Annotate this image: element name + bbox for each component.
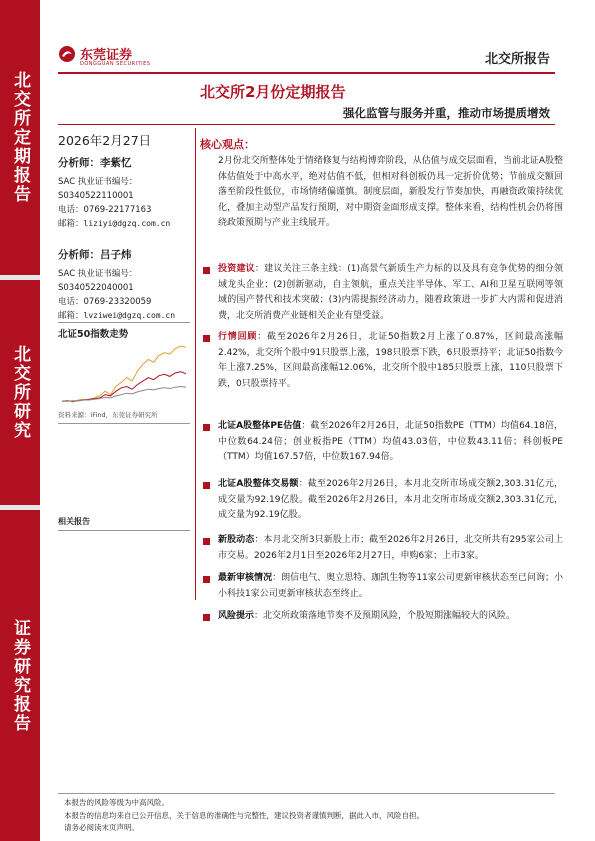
paragraph-text: ：朗信电气、奥立思特、珈凯生物等11家公司更新审核状态至已问询；小小科技1家公司更新审核状态至终止。 <box>218 573 563 599</box>
disclaimer-line: 本报告的信息均来自已公开信息，关于信息的准确性与完整性，建议投资者谨慎判断，据此入市，风险自担。 <box>64 810 424 820</box>
new-stock-paragraph <box>218 533 563 564</box>
email-label: 邮箱： <box>58 311 84 321</box>
header-divider <box>58 72 555 74</box>
chart-series-line-1 <box>62 372 186 402</box>
bullet-icon <box>203 576 210 583</box>
subtitle-divider <box>58 124 555 125</box>
paragraph-text: ：北交所政策落地节奏不及预期风险，个股短期涨幅较大的风险。 <box>254 611 516 621</box>
report-title: 北交所2月份定期报告 <box>200 83 346 101</box>
cert-label: SAC 执业证书编号： <box>58 177 138 187</box>
related-reports-label: 相关报告 <box>58 517 90 526</box>
core-view-heading: 核心观点： <box>200 138 255 151</box>
index-trend-chart <box>58 342 190 406</box>
paragraph-label: 投资建议 <box>218 264 255 274</box>
paragraph-label: 风险提示 <box>218 611 255 621</box>
disclaimer-line: 请务必阅读末页声明。 <box>64 823 139 832</box>
report-date: 2026年2月27日 <box>58 133 152 148</box>
paragraph-label: 最新审核情况 <box>218 573 273 583</box>
analyst-card <box>58 247 190 323</box>
chart-top-divider <box>58 322 190 323</box>
paragraph-text: ：截至2026年2月26日，本月北交所市场成交额2,303.31亿元，成交量为92.19亿股。截至2026年2月26日，本月北交所市场成交额2,303.31亿元，成交量为92.19亿股。 <box>218 479 563 520</box>
analyst-email-row <box>58 217 190 231</box>
pe-valuation-paragraph <box>218 419 563 466</box>
footer-divider <box>58 793 555 794</box>
analyst-name: 分析师：吕子炜 <box>58 249 132 261</box>
paragraph-text: ：建议关注三条主线：(1)高景气新质生产力标的以及具有竞争优势的细分领域龙头企业；(2)创新驱动，自主领航，重点关注半导体、军工、AI和卫星互联网等领域的国产替代和技术突破；(3)内需提振经济动力，随着政策进一步扩大内需和促进消费，北交所消费产业链相关企业有望受益。 <box>218 264 563 321</box>
chart-series-line-2 <box>62 387 186 402</box>
disclaimer-line: 本报告的风险等级为中高风险。 <box>64 798 169 807</box>
sidebar-label: 北交所定期报告 <box>10 71 30 204</box>
sidebar-section-periodic <box>0 0 40 275</box>
cert-label: SAC 执业证书编号： <box>58 269 138 279</box>
sidebar-label: 北交所研究 <box>10 345 30 440</box>
analyst-card <box>58 155 190 231</box>
chart-bottom-divider <box>58 423 190 424</box>
logo-icon <box>58 45 76 63</box>
investment-advice-paragraph <box>218 262 563 324</box>
paragraph-text: ：截至2026年2月26日，北证50指数PE（TTM）均值64.18倍，中位数64.24倍；创业板指PE（TTM）均值43.03倍，中位数43.11倍；科创板PE（TTM）均值167.57倍，中位数167.94倍。 <box>218 421 563 462</box>
chart-source: 资料来源：iFind，东莞证券研究所 <box>58 411 158 419</box>
paragraph-text: 2月份北交所整体处于情绪修复与结构博弈阶段，从估值与成交层面看，当前北证A股整体估值处于中高水平，绝对估值不低，但相对科创板仍具一定折价优势；节前成交额回落至阶段性低位，市场情绪偏谨慎。制度层面，新股发行节奏加快，再融资政策持续优化，叠加主动型产品发行预期，对中期资金面形成支撑。整体来看，结构性机会仍将围绕政策预期与产业主线展开。 <box>218 156 563 228</box>
logo-en-text: DONGGUAN SECURITIES <box>80 61 151 67</box>
review-status-paragraph <box>218 571 563 602</box>
bullet-icon <box>203 424 210 431</box>
logo-text: 东莞证券 <box>80 48 133 63</box>
email-label: 邮箱： <box>58 219 84 229</box>
sidebar-label: 证券研究报告 <box>10 618 30 733</box>
company-logo <box>58 44 151 67</box>
chart-title: 北证50指数走势 <box>58 329 129 340</box>
sidebar-section-report <box>0 510 40 841</box>
bullet-icon <box>203 482 210 489</box>
report-type: 北交所报告 <box>484 52 550 67</box>
risk-warning-paragraph <box>218 609 563 625</box>
paragraph-label: 北证A股整体交易额 <box>218 479 299 489</box>
related-divider <box>58 530 190 531</box>
analyst-phone: 电话：0769-23320059 <box>58 297 152 307</box>
bullet-icon <box>203 267 210 274</box>
cert-number: S0340522110001 <box>58 191 134 201</box>
bullet-icon <box>203 538 210 545</box>
analyst-email[interactable]: liziyi@dgzq.com.cn <box>83 219 171 228</box>
paragraph-label: 北证A股整体PE估值 <box>218 421 302 431</box>
paragraph-label: 行情回顾 <box>218 332 258 342</box>
analyst-phone: 电话：0769-22177163 <box>58 205 152 215</box>
content-vertical-rule <box>195 128 196 600</box>
analyst-name: 分析师：李紫忆 <box>58 157 132 169</box>
paragraph-text: ：本月北交所3只新股上市；截至2026年2月26日，北交所共有295家公司上市交易。2026年2月1日至2026年2月27日，申购6家；上市3家。 <box>218 535 563 561</box>
analyst-email[interactable]: lvziwei@dgzq.com.cn <box>83 311 176 320</box>
sidebar-section-research <box>0 280 40 505</box>
market-review-paragraph <box>218 330 563 392</box>
report-subtitle: 强化监管与服务并重，推动市场提质增效 <box>343 106 550 120</box>
paragraph-label: 新股动态 <box>218 535 255 545</box>
trading-volume-paragraph <box>218 477 563 524</box>
analyst-email-row <box>58 309 190 323</box>
disclaimer <box>64 797 424 835</box>
bullet-icon <box>203 335 210 342</box>
cert-number: S0340522040001 <box>58 283 134 293</box>
paragraph-text: ：截至2026年2月26日，北证50指数2月上涨了0.87%，区间最高涨幅2.42%，北交所个股中91只股票上涨，198只股票下跌，6只股票持平；北证50指数今年上涨7.25%，区间最高涨幅12.06%，北交所个股中185只股票上涨，110只股票下跌，0只股票持平。 <box>218 332 563 389</box>
summary-paragraph <box>218 154 563 232</box>
bullet-icon <box>203 614 210 621</box>
